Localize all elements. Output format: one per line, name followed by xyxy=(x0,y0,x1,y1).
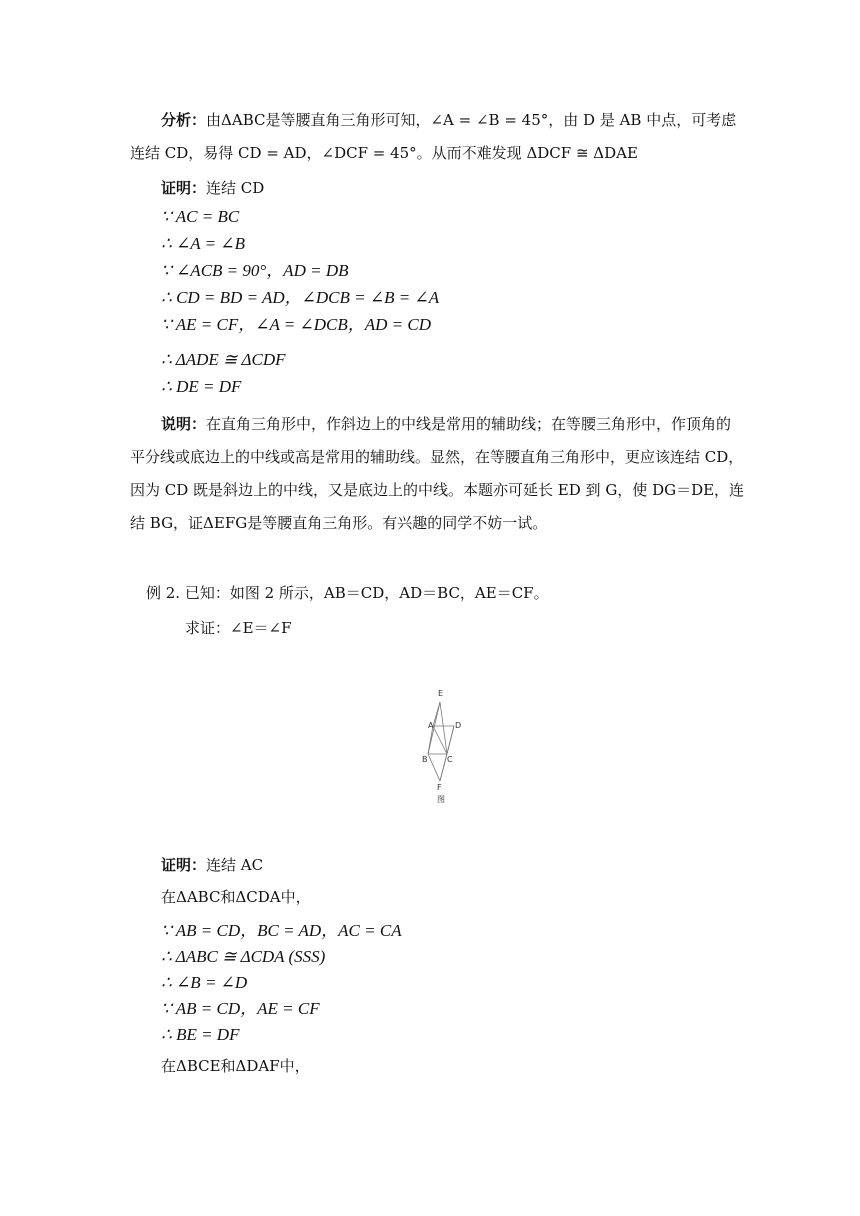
example2-title: 例 2. 已知：如图 2 所示，AB＝CD，AD＝BC，AE＝CF。 xyxy=(146,584,549,602)
proof1-step: ∵ AE = CF，∠A = ∠DCB，AD = CD xyxy=(161,315,432,334)
proof1-step: ∴ DE = DF xyxy=(161,377,242,396)
proof2-in-2: 在ΔBCE和ΔDAF中， xyxy=(161,1057,310,1075)
proof2-in-1: 在ΔABC和ΔCDA中， xyxy=(161,888,311,906)
point-label-B: B xyxy=(422,755,428,764)
note-line-4: 结 BG，证ΔEFG是等腰直角三角形。有兴趣的同学不妨一试。 xyxy=(130,514,548,532)
analysis-line-1: 分析：由ΔABC是等腰直角三角形可知，∠A = ∠B = 45°，由 D 是 AB 中点，可考虑 xyxy=(161,111,737,129)
proof2-step: ∴ BE = DF xyxy=(161,1025,240,1044)
proof1-heading: 证明：连结 CD xyxy=(161,179,265,197)
proof2-heading: 证明：连结 AC xyxy=(161,856,264,874)
point-label-D: D xyxy=(455,721,462,730)
note-line-2: 平分线或底边上的中线或高是常用的辅助线。显然，在等腰直角三角形中，更应该连结 CD， xyxy=(130,448,744,466)
proof1-step: ∵ AC = BC xyxy=(161,207,240,226)
note-line-1: 说明：在直角三角形中，作斜边上的中线是常用的辅助线；在等腰三角形中，作顶角的 xyxy=(161,415,732,433)
proof2-step: ∴ ΔABC ≅ ΔCDA (SSS) xyxy=(161,947,326,966)
analysis-label: 分析 xyxy=(161,111,192,129)
proof1-step: ∵ ∠ACB = 90°，AD = DB xyxy=(161,261,349,280)
proof2-label: 证明 xyxy=(161,856,192,874)
point-label-A: A xyxy=(428,721,434,730)
proof2-step: ∴ ∠B = ∠D xyxy=(161,973,248,992)
point-label-C: C xyxy=(447,755,453,764)
segment-AB xyxy=(428,726,433,754)
analysis-line-2: 连结 CD，易得 CD = AD，∠DCF = 45°。从而不难发现 ΔDCF ≅ ΔDAE xyxy=(130,144,638,162)
analysis-text-1: 由ΔABC是等腰直角三角形可知，∠A = ∠B = 45°，由 D 是 AB 中点，可考虑 xyxy=(206,111,737,129)
segment-BF xyxy=(428,754,440,781)
example2-prove: 求证：∠E＝∠F xyxy=(185,619,292,637)
figure-svg xyxy=(416,686,468,806)
proof2-step: ∵ AB = CD，AE = CF xyxy=(161,999,320,1018)
proof1-label: 证明 xyxy=(161,179,192,197)
proof2-step: ∵ AB = CD，BC = AD，AC = CA xyxy=(161,921,402,940)
geometry-figure xyxy=(416,686,468,806)
point-label-F: F xyxy=(437,783,442,792)
proof1-step: ∴ ΔADE ≅ ΔCDF xyxy=(161,350,286,369)
proof1-step: ∴ CD = BD = AD，∠DCB = ∠B = ∠A xyxy=(161,288,440,307)
figure-caption: 图 xyxy=(437,795,445,804)
note-line-3: 因为 CD 既是斜边上的中线，又是底边上的中线。本题亦可延长 ED 到 G，使 DG＝DE，连 xyxy=(130,481,745,499)
proof1-first: 连结 CD xyxy=(206,179,265,197)
point-label-E: E xyxy=(438,689,444,698)
proof1-step: ∴ ∠A = ∠B xyxy=(161,234,245,253)
segment-EA xyxy=(433,702,440,726)
note-label: 说明 xyxy=(161,415,192,433)
segment-CF xyxy=(440,754,447,781)
proof2-first: 连结 AC xyxy=(206,856,264,874)
